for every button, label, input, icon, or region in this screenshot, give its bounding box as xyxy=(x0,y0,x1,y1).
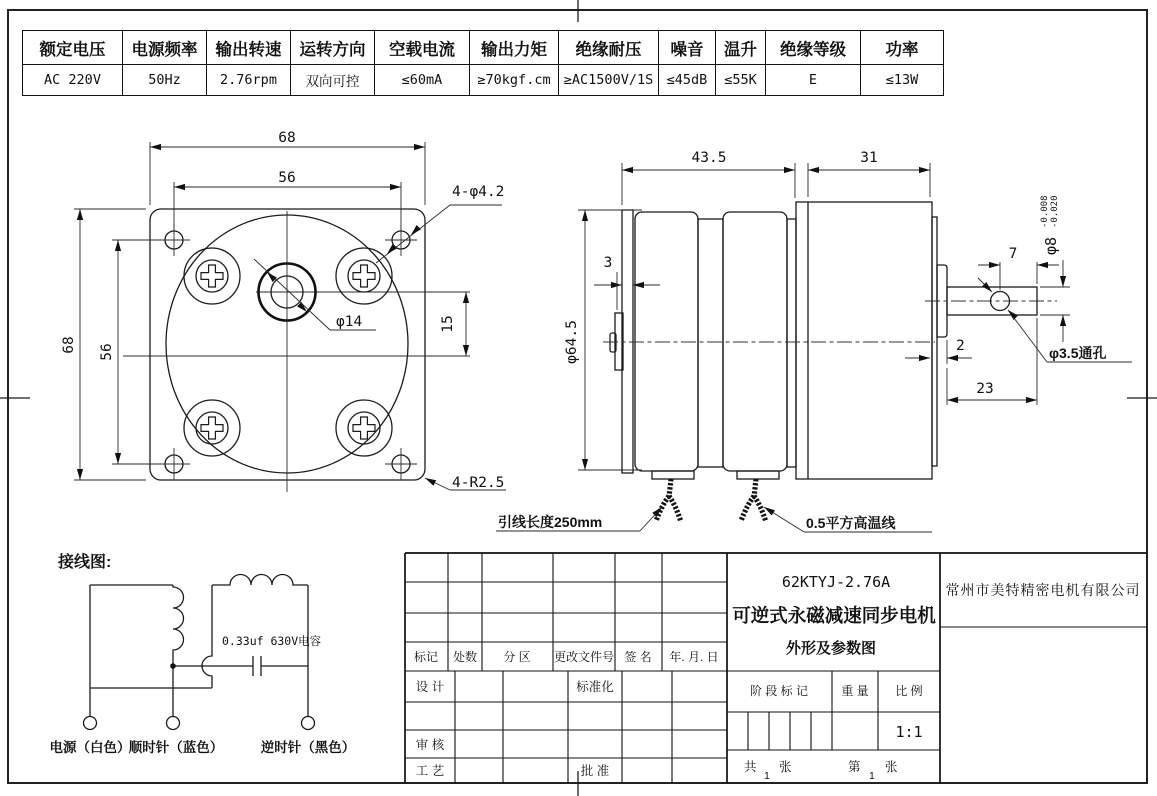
svg-text:-0.020: -0.020 xyxy=(1050,195,1060,228)
spec-value: 50Hz xyxy=(123,65,207,96)
terminal-cw-label: 顺时针（蓝色） xyxy=(128,740,224,755)
spec-header-row xyxy=(23,31,944,65)
svg-text:4-φ4.2: 4-φ4.2 xyxy=(452,184,505,200)
spec-header: 额定电压 xyxy=(23,31,123,65)
role-standardize: 标准化 xyxy=(576,680,614,694)
capacitor-symbol xyxy=(253,656,261,676)
spec-header: 功率 xyxy=(861,31,944,65)
dim-motor-length xyxy=(808,150,930,197)
wire-tab-1 xyxy=(652,471,694,479)
screw-bl xyxy=(184,400,240,456)
sheet-page-num: 1 xyxy=(869,770,875,782)
spec-header: 温升 xyxy=(716,31,766,65)
svg-text:56: 56 xyxy=(278,170,296,186)
dim-front-holes-height xyxy=(99,240,166,464)
svg-text:φ3.5通孔: φ3.5通孔 xyxy=(1049,345,1107,361)
scale-label: 比 例 xyxy=(895,684,923,698)
sheet-page-suffix: 张 xyxy=(885,760,898,774)
capacitor-label: 0.33uf 630V电容 xyxy=(222,634,322,648)
front-view xyxy=(61,130,506,492)
spec-table xyxy=(22,30,944,96)
svg-text:15: 15 xyxy=(440,315,456,333)
dim-shaft-diameter xyxy=(1040,195,1070,342)
callout-lead-length xyxy=(496,505,664,531)
coil-main xyxy=(173,585,184,717)
company-name: 常州市美特精密电机有限公司 xyxy=(945,582,1141,598)
wire-tab-2 xyxy=(737,471,779,479)
weight-label: 重 量 xyxy=(841,684,869,698)
wiring-diagram xyxy=(50,552,356,755)
svg-text:31: 31 xyxy=(860,150,878,166)
lead-wires-2 xyxy=(741,479,766,522)
svg-text:68: 68 xyxy=(278,130,296,146)
title-block xyxy=(405,553,1147,783)
terminal-power-label: 电源（白色） xyxy=(49,740,131,755)
model-number: 62KTYJ-2.76A xyxy=(781,573,891,591)
spec-value: ≥70kgf.cm xyxy=(470,65,559,96)
spec-header: 输出转速 xyxy=(207,31,291,65)
svg-text:φ64.5: φ64.5 xyxy=(564,320,580,364)
dim-front-width-outer xyxy=(150,130,425,205)
spec-value: ≤60mA xyxy=(375,65,470,96)
role-check: 审 核 xyxy=(415,738,445,752)
crossover-hop xyxy=(202,585,212,688)
dim-shaft-offset xyxy=(440,292,469,356)
svg-text:56: 56 xyxy=(99,343,115,361)
rev-header-date: 年. 月. 日 xyxy=(669,650,719,664)
sheet-page-prefix: 第 xyxy=(848,760,861,774)
sheet-total-prefix: 共 xyxy=(744,760,757,774)
svg-text:7: 7 xyxy=(1008,246,1018,262)
spec-value: ≤13W xyxy=(861,65,944,96)
svg-text:68: 68 xyxy=(61,336,77,354)
coil-aux xyxy=(212,575,308,586)
spec-value-row xyxy=(23,65,944,96)
spec-value: 2.76rpm xyxy=(207,65,291,96)
scale-value: 1:1 xyxy=(895,723,923,741)
stage-label: 阶 段 标 记 xyxy=(749,684,809,698)
spec-header: 噪音 xyxy=(659,31,716,65)
rev-header-mark: 标记 xyxy=(413,650,439,664)
spec-header: 空载电流 xyxy=(375,31,470,65)
terminal-cw xyxy=(167,717,180,730)
spec-value: ≤45dB xyxy=(659,65,716,96)
sheet-total-suffix: 张 xyxy=(779,760,792,774)
svg-text:φ8: φ8 xyxy=(1042,236,1060,255)
terminal-ccw-label: 逆时针（黑色） xyxy=(260,740,356,755)
spec-value: AC 220V xyxy=(23,65,123,96)
rev-header-sign: 签 名 xyxy=(624,650,652,664)
svg-text:0.5平方高温线: 0.5平方高温线 xyxy=(806,515,896,531)
spec-value: ≥AC1500V/1S xyxy=(559,65,659,96)
screw-tr xyxy=(336,248,392,304)
svg-text:引线长度250mm: 引线长度250mm xyxy=(498,514,603,530)
callout-wire-spec xyxy=(762,504,932,532)
dim-front-holes-width xyxy=(174,170,401,231)
callout-through-hole xyxy=(978,278,1132,362)
svg-text:23: 23 xyxy=(976,381,994,397)
role-design: 设 计 xyxy=(415,680,445,694)
svg-text:3: 3 xyxy=(603,255,613,271)
role-process: 工 艺 xyxy=(415,764,445,778)
screw-tl xyxy=(184,248,240,304)
sheet-total-num: 1 xyxy=(764,770,770,782)
side-view xyxy=(496,150,1132,532)
screw-br xyxy=(336,400,392,456)
dim-body-diameter xyxy=(564,210,642,470)
svg-text:4-R2.5: 4-R2.5 xyxy=(452,475,505,491)
spec-value: 双向可控 xyxy=(291,65,375,96)
svg-text:2: 2 xyxy=(956,338,965,354)
dim-flange-thickness xyxy=(594,255,660,310)
drawing-type: 外形及参数图 xyxy=(785,640,877,657)
mount-hole-br xyxy=(385,448,417,480)
rev-header-zone: 分 区 xyxy=(503,650,531,664)
product-name: 可逆式永磁减速同步电机 xyxy=(732,605,936,626)
svg-text:φ14: φ14 xyxy=(336,314,363,330)
spec-value: ≤55K xyxy=(716,65,766,96)
spec-header: 输出力矩 xyxy=(470,31,559,65)
terminal-ccw xyxy=(302,717,315,730)
spec-header: 绝缘等级 xyxy=(766,31,861,65)
spec-header: 绝缘耐压 xyxy=(559,31,659,65)
spec-value: E xyxy=(766,65,861,96)
wiring-title: 接线图: xyxy=(58,554,112,571)
svg-text:43.5: 43.5 xyxy=(691,150,727,166)
dim-gearbox-length xyxy=(622,150,795,205)
callout-mount-holes xyxy=(376,184,504,263)
callout-corner-radius xyxy=(424,475,506,491)
svg-text:-0.008: -0.008 xyxy=(1040,195,1050,228)
terminal-power xyxy=(84,717,97,730)
rev-header-docno: 更改文件号 xyxy=(553,650,615,664)
rev-header-count: 处数 xyxy=(452,650,478,664)
spec-header: 运转方向 xyxy=(291,31,375,65)
lead-wires-1 xyxy=(656,479,681,522)
role-approve: 批 准 xyxy=(580,764,610,778)
spec-header: 电源频率 xyxy=(123,31,207,65)
